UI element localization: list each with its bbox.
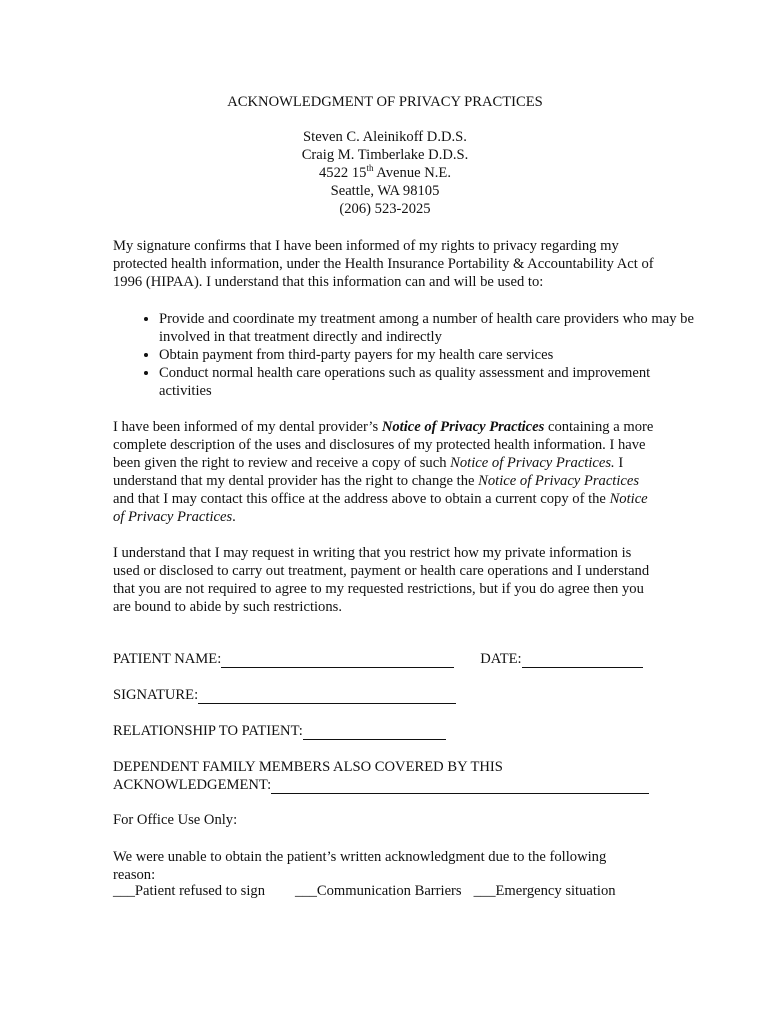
notice-title-italic: Notice of Privacy Practices [113,491,648,525]
relationship-field[interactable] [303,725,446,740]
option-patient-refused: Patient refused to sign [134,883,265,899]
uses-list [113,310,704,400]
intro-paragraph: My signature confirms that I have been informed of my rights to privacy regarding my protected health information, under the Health Insurance Portability & Accountability Act of 1996 (HIPAA). I understand that this information can and will be used to: [113,238,654,290]
practice-dentist-2: Craig M. Timberlake D.D.S. [301,147,469,163]
option-emergency: Emergency situation [495,883,616,899]
office-options-row [113,882,616,900]
date-label: DATE: [480,651,522,667]
option-blank-3[interactable]: ___ [473,883,496,899]
dependents-field[interactable] [271,779,649,794]
patient-name-field[interactable] [221,653,454,668]
relationship-label: RELATIONSHIP TO PATIENT: [113,723,303,739]
list-item: • Provide and coordinate my treatment among a number of health care providers who may be involved in that treatment directly and indirectly [159,310,704,346]
relationship-row [113,722,446,740]
dependents-label-2: ACKNOWLEDGEMENT: [113,777,272,793]
page-title: ACKNOWLEDGMENT OF PRIVACY PRACTICES [227,94,543,110]
notice-text: I understand that my dental provider has the right to change the [113,455,624,489]
notice-title-italic: Notice of Privacy Practices. [450,455,615,471]
street-suffix: th [366,163,374,174]
office-reason-text: We were unable to obtain the patient’s written acknowledgment due to the following reason: [113,849,607,883]
notice-text: I have been informed of my dental provider’s [113,419,382,435]
notice-text: . [232,509,236,525]
option-communication-barriers: Communication Barriers [316,883,462,899]
notice-text: containing a more complete description of the uses and disclosures of my protected health information. I have been given the right to review and receive a copy of such [113,419,654,471]
street-number: 4522 15 [319,165,367,181]
dependents-label-1: DEPENDENT FAMILY MEMBERS ALSO COVERED BY THIS [113,759,503,775]
notice-title-bold: Notice of Privacy Practices [381,419,545,435]
date-field[interactable] [522,653,643,668]
restrictions-paragraph: I understand that I may request in writing that you restrict how my private information is used or disclosed to carry out treatment, payment or health care operations and I understand that you are not required to agree to my requested restrictions, but if you do agree then you are bound to abide by such restrictions. [113,545,650,615]
signature-row [113,686,456,704]
signature-label: SIGNATURE: [113,687,199,703]
notice-title-italic: Notice of Privacy Practices [478,473,640,489]
notice-text: and that I may contact this office at the address above to obtain a current copy of the [113,491,610,507]
list-item: • Obtain payment from third-party payers for my health care services [159,346,704,364]
practice-phone: (206) 523-2025 [339,201,431,217]
practice-city: Seattle, WA 98105 [330,183,440,199]
patient-name-row [113,650,658,668]
option-blank-2[interactable]: ___ [295,883,317,899]
practice-address [0,128,770,218]
signature-field[interactable] [198,689,456,704]
patient-name-label: PATIENT NAME: [113,651,222,667]
notice-paragraph [113,418,658,526]
practice-street [0,164,770,182]
street-name: Avenue N.E. [373,165,451,181]
option-blank-1[interactable]: ___ [113,883,135,899]
dependents-row [113,776,649,794]
office-use-heading: For Office Use Only: [113,812,238,828]
list-item: • Conduct normal health care operations such as quality assessment and improvement activities [159,364,704,400]
practice-dentist-1: Steven C. Aleinikoff D.D.S. [303,129,467,145]
